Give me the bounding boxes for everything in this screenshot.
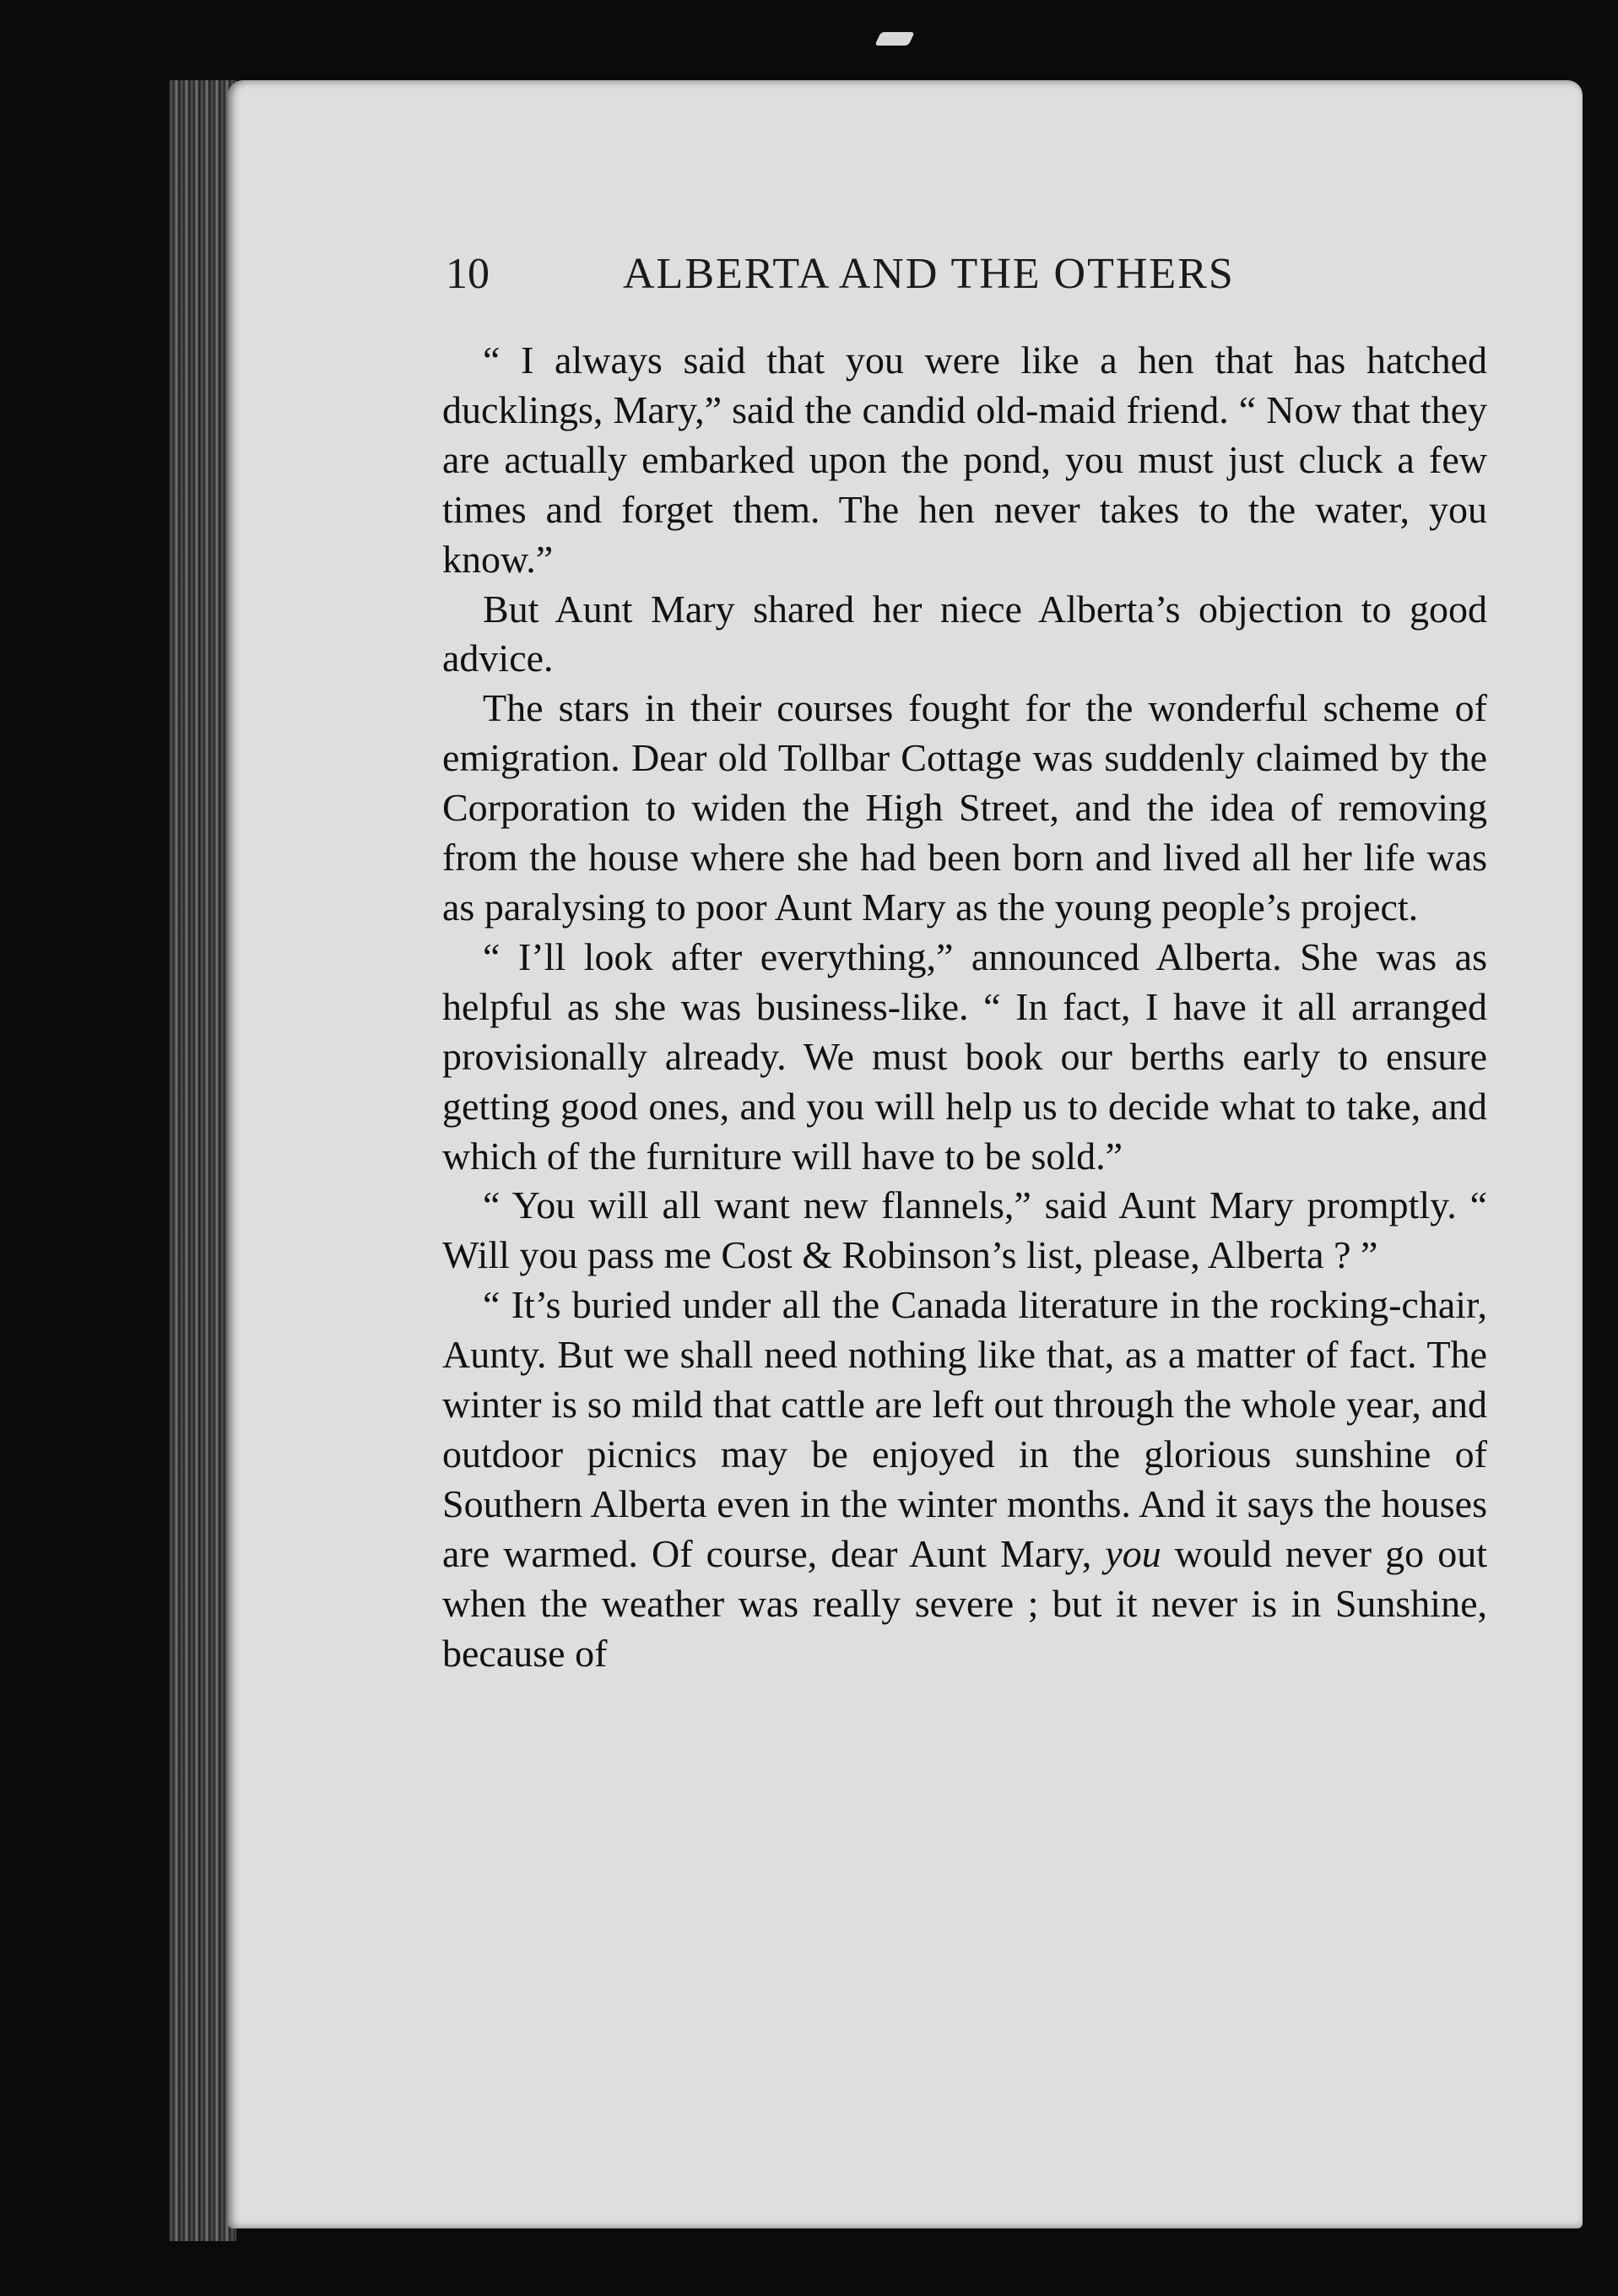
paragraph: “ I always said that you were like a hen that has hatched ducklings, Mary,” said the candid old-maid friend. “ Now that they are actually embarked upon the pond, you must just cluck a few times and forget them. The hen never takes to the water, you know.” (442, 338, 1487, 581)
page-number: 10 (446, 250, 490, 298)
body-text (442, 336, 1487, 1678)
emphasized-word: you (1105, 1531, 1161, 1575)
paragraph (442, 1281, 1487, 1678)
running-title: ALBERTA AND THE OTHERS (623, 250, 1235, 298)
paragraph-text: would never go out when the weather was really severe ; but it never is in Sunshine, because of (442, 1531, 1487, 1675)
book-spine-edge (169, 80, 236, 2241)
paragraph: But Aunt Mary shared her niece Alberta’s objection to good advice. (442, 587, 1487, 680)
paragraph: “ You will all want new flannels,” said Aunt Mary promptly. “ Will you pass me Cost & Robinson’s list, please, Alberta ? ” (442, 1183, 1487, 1277)
paragraph: The stars in their courses fought for the wonderful scheme of emigration. Dear old Tollbar Cottage was suddenly claimed by the Corporation to widen the High Street, and the idea of removing from the house where she had been born and lived all her life was as paralysing to poor Aunt Mary as the young people’s project. (442, 686, 1487, 929)
page-header (446, 249, 1298, 300)
paragraph: “ I’ll look after everything,” announced Alberta. She was as helpful as she was business-like. “ In fact, I have it all arranged provisionally already. We must book our berths early to ensure getting good ones, and you will help us to decide what to take, and which of the furniture will have to be sold.” (442, 934, 1487, 1178)
scan-mark (874, 32, 914, 46)
paragraph-text: “ It’s buried under all the Canada literature in the rocking-chair, Aunty. But we shall need nothing like that, as a matter of fact. The winter is so mild that cattle are left out through the whole year, and outdoor picnics may be enjoyed in the glorious sunshine of Southern Alberta even in the winter months. And it says the houses are warmed. Of course, dear Aunt Mary, (442, 1283, 1487, 1575)
